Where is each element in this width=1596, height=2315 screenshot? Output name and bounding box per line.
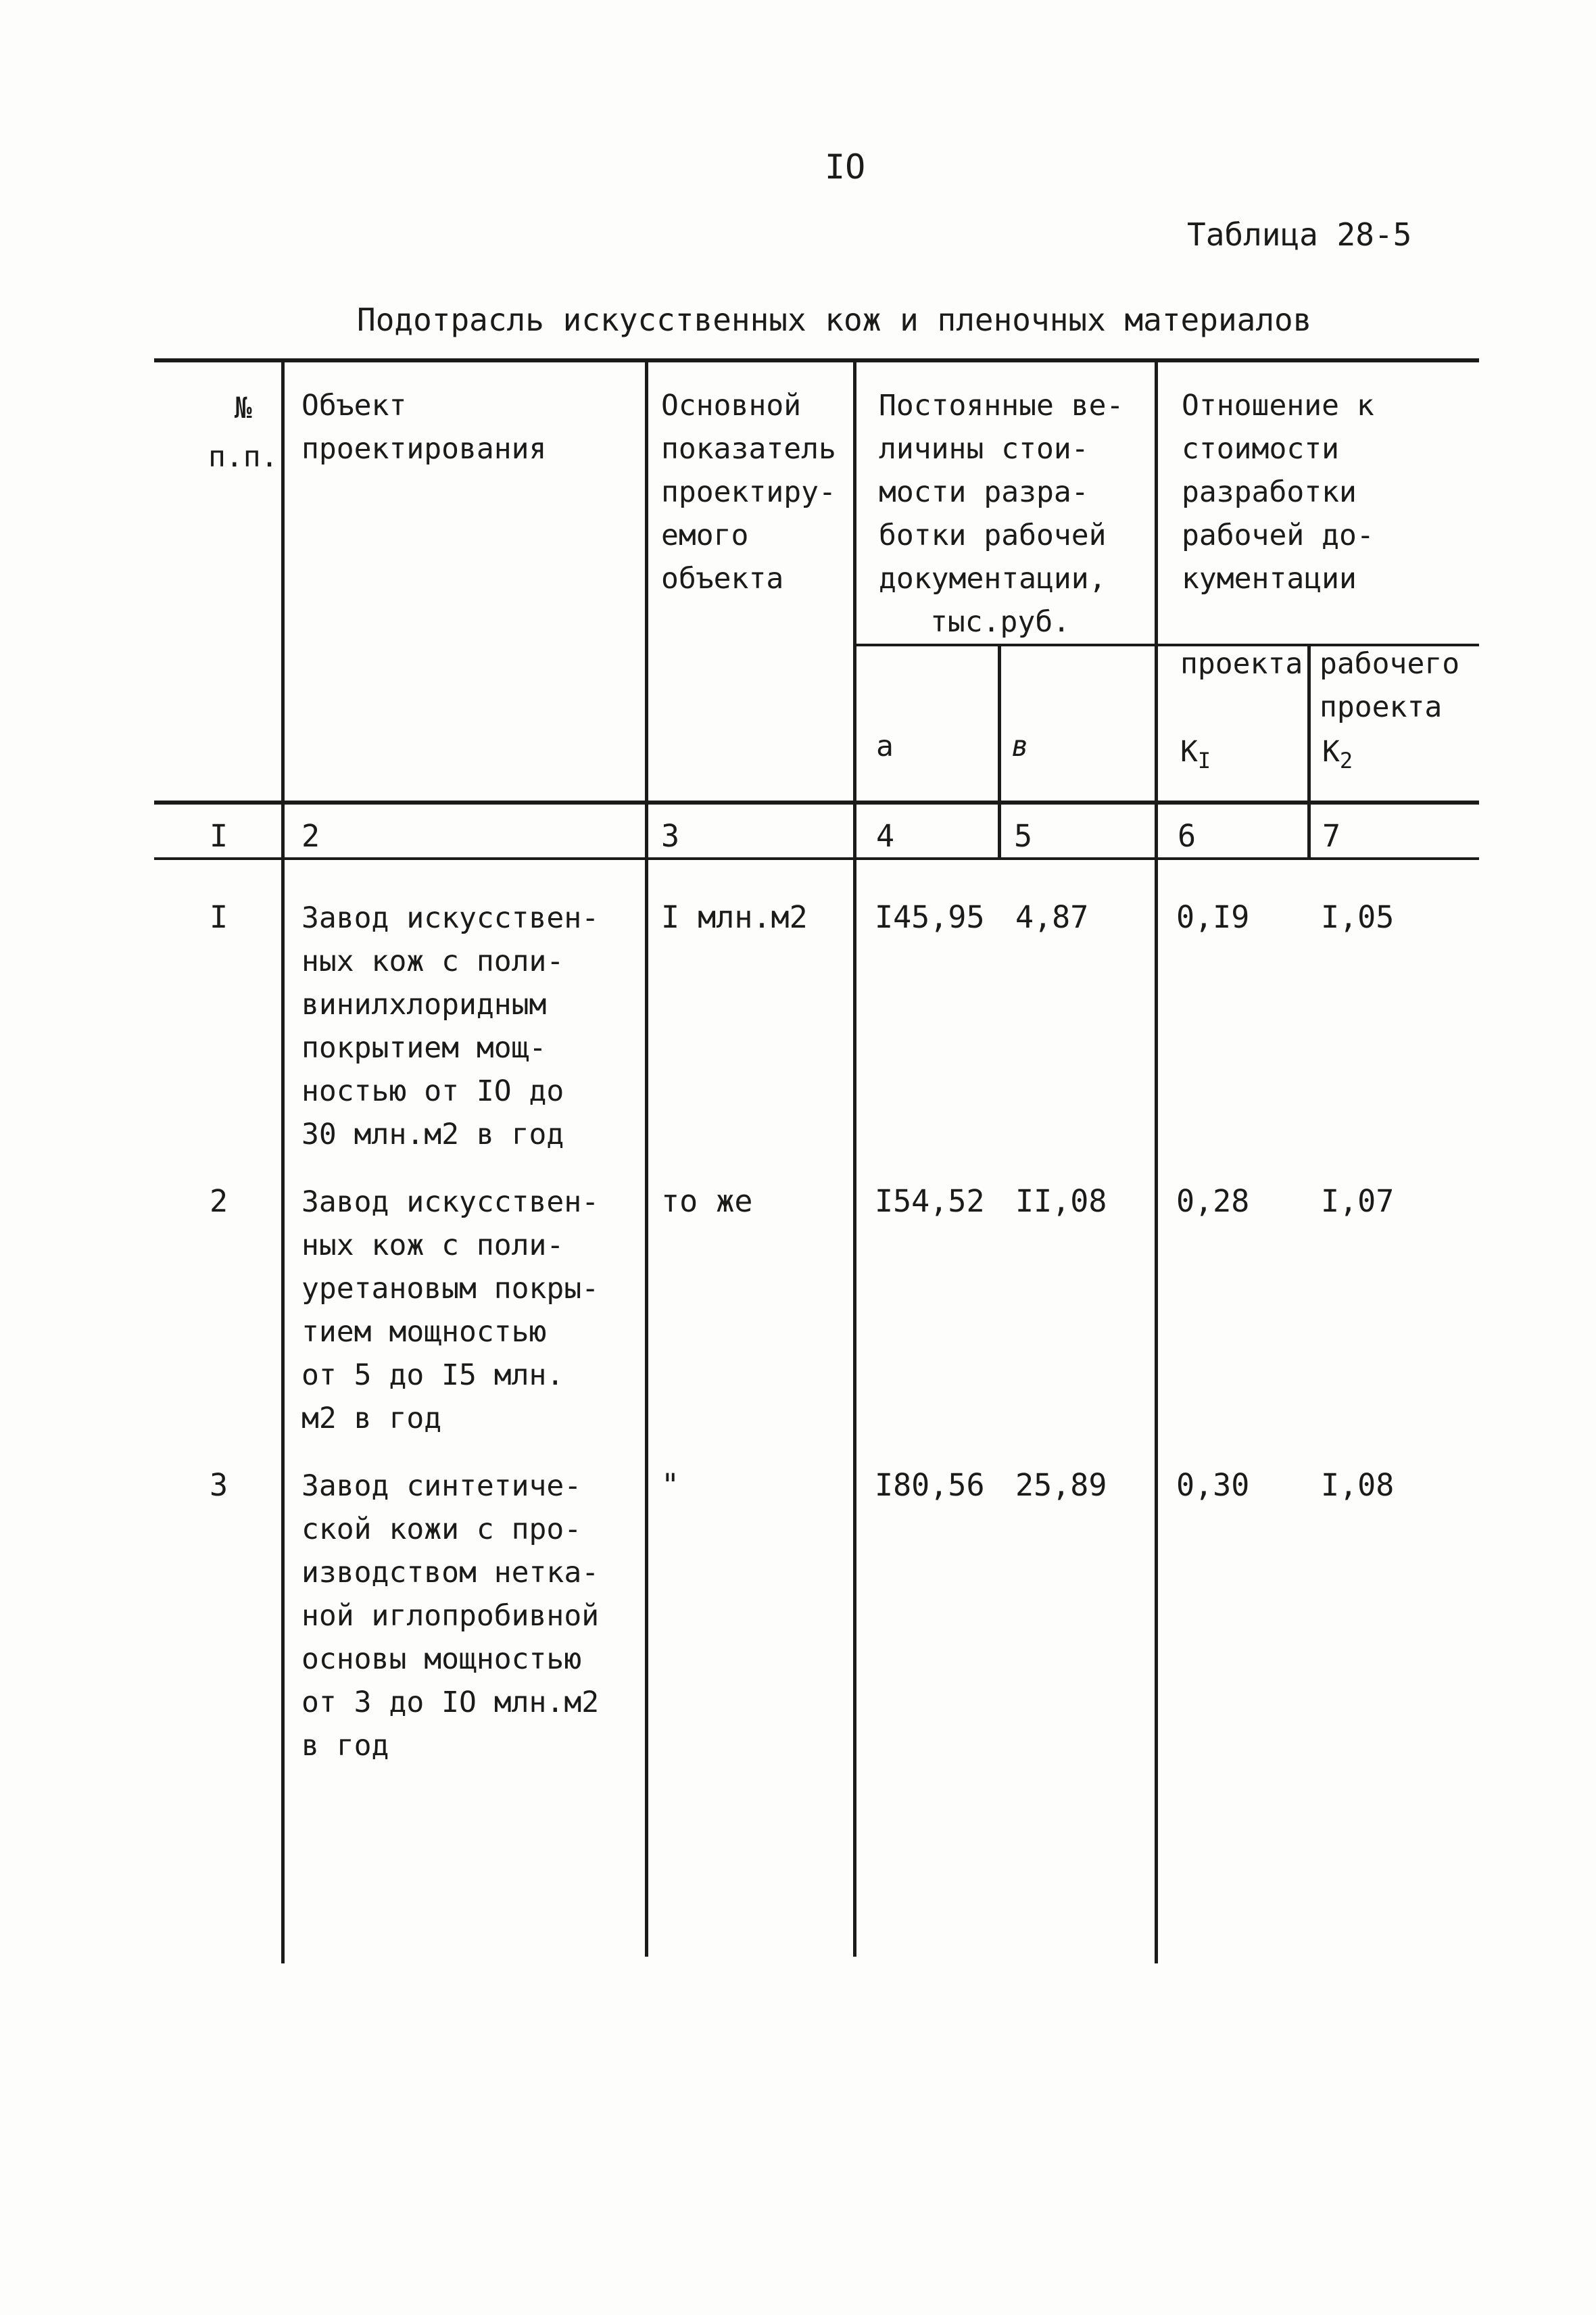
- col-divider-6-7: [1307, 645, 1311, 860]
- row-indicator: I млн.м2: [661, 899, 808, 935]
- header-col-7-sub: рабочего проекта: [1320, 647, 1460, 724]
- table-label: Таблица 28-5: [1187, 216, 1412, 253]
- column-number-2: 2: [301, 818, 320, 854]
- header-bottom-rule: [154, 801, 1479, 805]
- col-divider-3-4: [853, 361, 856, 1957]
- row-value-b: 4,87: [1015, 899, 1089, 935]
- header-col-6-coef: $К_I$: [1180, 735, 1211, 773]
- column-number-7: 7: [1322, 818, 1341, 854]
- row-number: I: [210, 899, 228, 935]
- col-divider-5-6: [1155, 361, 1158, 1963]
- header-col-7-coef: $К_2$: [1322, 735, 1353, 773]
- column-number-5: 5: [1014, 818, 1033, 854]
- row-value-a: I54,52: [875, 1183, 985, 1219]
- col-divider-4-5: [998, 645, 1001, 860]
- header-col-5-sub: в: [1011, 730, 1029, 763]
- header-col-3: Основной показатель проектиру- емого объекта: [661, 389, 836, 596]
- table-top-rule: [154, 358, 1479, 362]
- column-number-3: 3: [661, 818, 680, 854]
- row-number: 2: [210, 1183, 228, 1219]
- col-divider-1-2: [281, 361, 285, 1963]
- column-number-4: 4: [876, 818, 895, 854]
- header-col-1: № п.п.: [208, 391, 279, 474]
- header-col-4-sub: а: [876, 730, 894, 763]
- row-value-a: I45,95: [875, 899, 985, 935]
- header-col-2: Объект проектирования: [301, 389, 547, 466]
- header-col-6-7: Отношение к стоимости разработки рабочей до- кументации: [1182, 389, 1374, 596]
- row-k1: 0,30: [1176, 1467, 1250, 1503]
- col-divider-2-3: [645, 361, 648, 1957]
- row-k1: 0,28: [1176, 1183, 1250, 1219]
- column-number-1: I: [210, 818, 228, 854]
- header-col-4-5-unit: тыс.руб.: [930, 605, 1071, 639]
- row-value-b: II,08: [1015, 1183, 1107, 1219]
- column-number-6: 6: [1178, 818, 1196, 854]
- column-numbers-rule: [154, 857, 1479, 860]
- page-number: IO: [825, 147, 866, 187]
- row-k2: I,05: [1321, 899, 1395, 935]
- row-indicator: ": [661, 1467, 680, 1503]
- row-k2: I,08: [1321, 1467, 1395, 1503]
- row-k1: 0,I9: [1176, 899, 1250, 935]
- row-value-a: I80,56: [875, 1467, 985, 1503]
- row-number: 3: [210, 1467, 228, 1503]
- row-object: Завод синтетиче- ской кожи с про- изводством нетка- ной иглопробивной основы мощностью от 3 до IO млн.м2 в год: [301, 1469, 600, 1763]
- header-col-4-5: Постоянные ве- личины стои- мости разра- ботки рабочей документации,: [879, 389, 1124, 596]
- header-col-6-sub: проекта: [1180, 647, 1303, 681]
- row-value-b: 25,89: [1015, 1467, 1107, 1503]
- row-object: Завод искусствен- ных кож с поли- винилхлоридным покрытием мощ- ностью от IO до 30 млн.м2 в год: [301, 901, 600, 1151]
- row-k2: I,07: [1321, 1183, 1395, 1219]
- row-object: Завод искусствен- ных кож с поли- уретановым покры- тием мощностью от 5 до I5 млн. м2 в год: [301, 1185, 600, 1435]
- row-indicator: то же: [661, 1183, 753, 1219]
- table-caption: Подотрасль искусственных кож и пленочных материалов: [357, 302, 1312, 338]
